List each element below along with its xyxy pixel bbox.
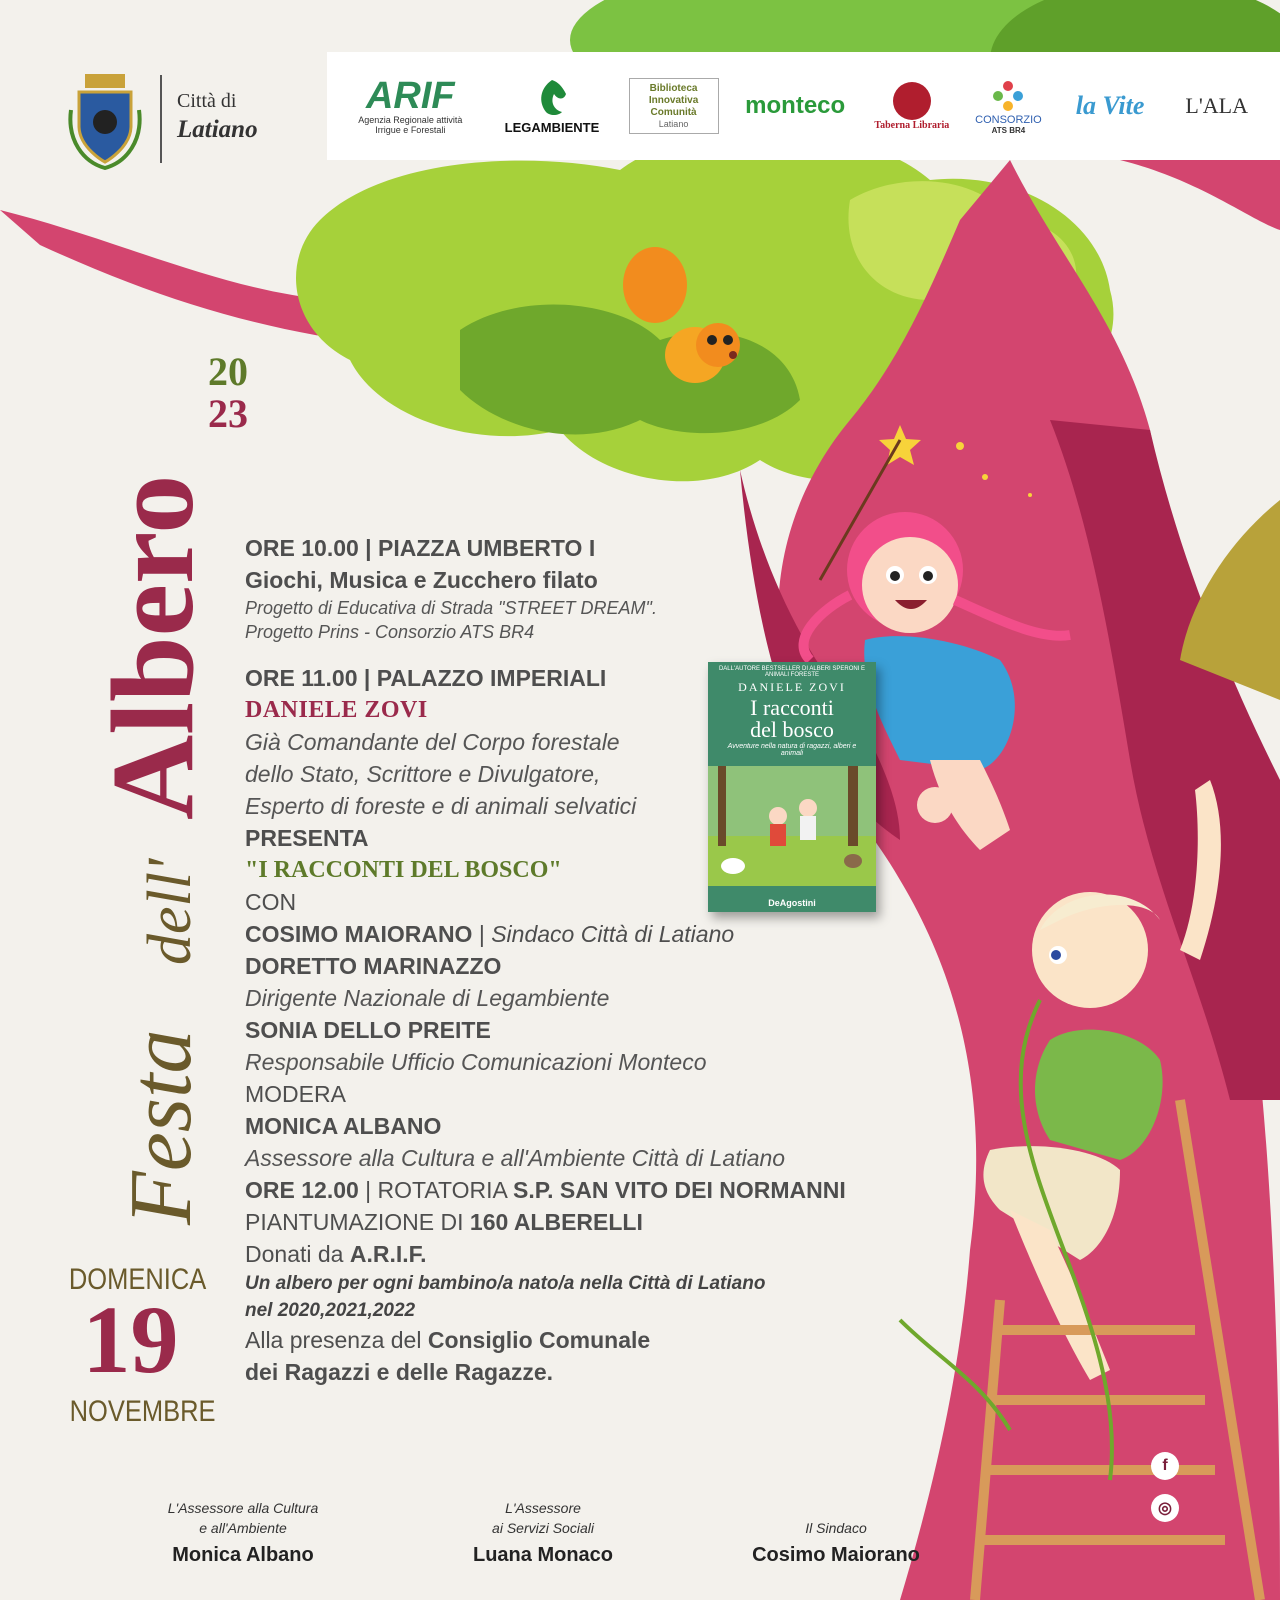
event3-planting: [245, 1206, 925, 1238]
event1-note: Progetto di Educativa di Strada "STREET DREAM".: [245, 598, 657, 618]
event-title-graphic: [40, 350, 210, 1230]
event3-place: S.P. SAN VITO DEI NORMANNI: [513, 1177, 846, 1203]
book-top-label: DALL'AUTORE BESTSELLER DI ALBERI SPERONI E ANIMALI FORESTE: [718, 666, 866, 678]
taberna-libraria-logo: Taberna Libraria: [872, 82, 952, 131]
book-cover: [708, 662, 876, 912]
donor-name: A.R.I.F.: [349, 1241, 427, 1267]
signature-role: L'Assessore: [505, 1500, 581, 1516]
event1-time-place: ORE 10.00 | PIAZZA UMBERTO I: [245, 535, 596, 561]
presence-label: Alla presenza del: [245, 1327, 428, 1353]
title-albero: Albero: [87, 474, 210, 820]
event1-note: Progetto Prins - Consorzio ATS BR4: [245, 622, 535, 642]
book-author: DANIELE ZOVI: [738, 680, 846, 694]
signature-mayor: [721, 1518, 951, 1567]
header-divider: [160, 75, 162, 163]
event-program: [245, 532, 925, 1388]
consorzio-logo: CONSORZIO ATS BR4: [968, 78, 1048, 135]
date-weekday: DOMENICA: [68, 1263, 207, 1296]
guest-role: Sindaco Città di Latiano: [491, 921, 735, 947]
year-top: 20: [208, 349, 248, 394]
signature-role: L'Assessore alla Cultura: [167, 1500, 319, 1516]
event3-note: Un albero per ogni bambino/a nato/a nella Città di Latiano: [245, 1273, 766, 1294]
signature-name: Cosimo Maiorano: [752, 1544, 920, 1566]
title-festa: Festa: [113, 1029, 210, 1225]
event3-place-prefix: | ROTATORIA: [358, 1177, 514, 1203]
biblioteca-logo: Biblioteca Innovativa Comunità Latiano: [629, 78, 719, 134]
event1-title: Giochi, Musica e Zucchero filato: [245, 567, 598, 593]
city-crest-icon: [65, 70, 145, 170]
guest-name: COSIMO MAIORANO: [245, 921, 473, 947]
facebook-icon[interactable]: f: [1151, 1452, 1179, 1480]
guest-3-name: SONIA DELLO PREITE: [245, 1017, 491, 1043]
event3-note: nel 2020,2021,2022: [245, 1300, 416, 1321]
event3-donor: [245, 1238, 925, 1270]
signature-name: Luana Monaco: [472, 1544, 613, 1566]
donor-label: Donati da: [245, 1241, 350, 1267]
book-cover-illustration: [708, 766, 876, 886]
guest-1: [245, 918, 925, 950]
consorzio-icon: [990, 78, 1026, 114]
signature-culture-assessor: [128, 1498, 358, 1567]
guest-3-role: Responsabile Ufficio Comunicazioni Monteco: [245, 1049, 707, 1075]
instagram-icon[interactable]: ◎: [1151, 1494, 1179, 1522]
legambiente-icon: [532, 78, 572, 120]
event2-speaker: DANIELE ZOVI: [245, 697, 428, 723]
event3-presence-cont: dei Ragazzi e delle Ragazze.: [245, 1359, 554, 1385]
sponsor-logo-bar: [327, 52, 1280, 160]
monteco-logo: monteco: [745, 92, 846, 119]
council-name: Consiglio Comunale: [427, 1327, 651, 1353]
event2-time-place: ORE 11.00 | PALAZZO IMPERIALI: [245, 665, 607, 691]
date-day: 19: [82, 1286, 179, 1393]
signature-role: Il Sindaco: [805, 1520, 867, 1536]
speaker-bio: Già Comandante del Corpo forestale: [245, 729, 620, 755]
con-label: CON: [245, 889, 297, 915]
moderator-name: MONICA ALBANO: [245, 1113, 442, 1139]
l-ala-logo: L'ALA: [1185, 93, 1248, 118]
book-title: "I RACCONTI DEL BOSCO": [245, 857, 562, 883]
guest-2-name: DORETTO MARINAZZO: [245, 953, 502, 979]
legambiente-logo: LEGAMBIENTE: [492, 78, 612, 135]
signature-social-assessor: [428, 1498, 658, 1567]
speaker-bio: Esperto di foreste e di animali selvatici: [245, 793, 637, 819]
event-title: [40, 350, 210, 1230]
planting-count: 160 ALBERELLI: [469, 1209, 643, 1235]
book-publisher: DeAgostini: [768, 898, 816, 908]
presenta-label: PRESENTA: [245, 825, 369, 851]
year-bottom: 23: [208, 391, 248, 436]
signature-role: ai Servizi Sociali: [492, 1520, 594, 1536]
arif-logo: ARIF Agenzia Regionale attività Irrigue e Forestali: [358, 75, 463, 135]
moderator-role: Assessore alla Cultura e all'Ambiente Città di Latiano: [245, 1145, 786, 1171]
date-month: NOVEMBRE: [69, 1395, 216, 1428]
separator: |: [472, 921, 492, 947]
city-header: [55, 70, 295, 170]
planting-label: PIANTUMAZIONE DI: [245, 1209, 470, 1235]
book-subtitle: Avventure nella natura di ragazzi, alberi e animali: [727, 743, 857, 757]
signature-name: Monica Albano: [172, 1544, 314, 1566]
speaker-bio: dello Stato, Scrittore e Divulgatore,: [245, 761, 601, 787]
title-dell: dell': [136, 858, 204, 965]
event3-presence: [245, 1324, 925, 1356]
event3-time-place: [245, 1174, 925, 1206]
book-title-line1: I racconti: [750, 695, 834, 720]
book-title-line2: del bosco: [750, 717, 834, 742]
guest-2-role: Dirigente Nazionale di Legambiente: [245, 985, 610, 1011]
city-prefix: Città di: [177, 90, 237, 112]
city-name: Latiano: [177, 116, 258, 143]
event3-time: ORE 12.00: [245, 1177, 359, 1203]
modera-label: MODERA: [245, 1081, 346, 1107]
la-vite-logo: la Vite: [1075, 91, 1145, 120]
signature-role: e all'Ambiente: [199, 1520, 287, 1536]
